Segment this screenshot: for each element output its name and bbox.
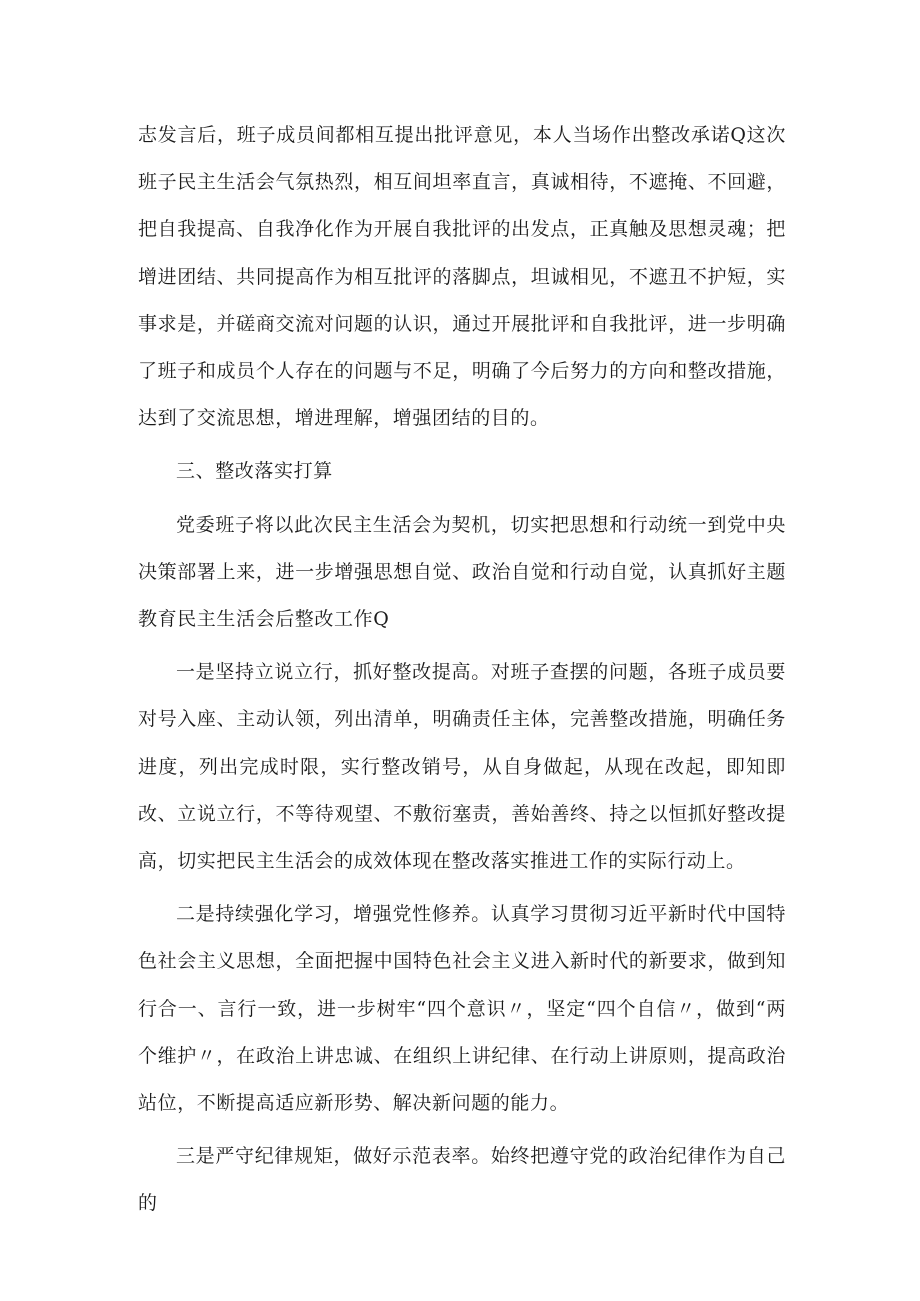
paragraph-item-two: 二是持续强化学习，增强党性修养。认真学习贯彻习近平新时代中国特色社会主义思想，全面把握中国特色社会主义进入新时代的新要求，做到知行合一、言行一致，进一步树牢“四个意识〃，坚定“四个自信〃，做到“两个维护〃，在政治上讲忠诚、在组织上讲纪律、在行动上讲原则，提高政治站位，不断提高适应新形势、解决新问题的能力。 [138, 903, 786, 1115]
paragraph-continuation: 志发言后，班子成员间都相互提出批评意见，本人当场作出整改承诺Q这次班子民主生活会气氛热烈，相互间坦率直言，真诚相待，不遮掩、不回避，把自我提高、自我净化作为开展自我批评的出发点，正真触及思想灵魂；把增进团结、共同提高作为相互批评的落脚点，坦诚相见，不遮丑不护短，实事求是，并磋商交流对问题的认识，通过开展批评和自我批评，进一步明确了班子和成员个人存在的问题与不足，明确了今后努力的方向和整改措施，达到了交流思想，增进理解，增强团结的目的。 [138, 124, 786, 430]
paragraph-opening: 党委班子将以此次民主生活会为契机，切实把思想和行动统一到党中央决策部署上来，进一步增强思想自觉、政治自觉和行动自觉，认真抓好主题教育民主生活会后整改工作Q [138, 513, 786, 631]
section-heading: 三、整改落实打算 [176, 460, 333, 483]
paragraph-item-one: 一是坚持立说立行，抓好整改提高。对班子查摆的问题，各班子成员要对号入座、主动认领，列出清单，明确责任主体，完善整改措施，明确任务进度，列出完成时限，实行整改销号，从自身做起，从现在改起，即知即改、立说立行，不等待观望、不敷衍塞责，善始善终、持之以恒抓好整改提高，切实把民主生活会的成效体现在整改落实推进工作的实际行动上。 [138, 661, 786, 873]
document-page [138, 112, 786, 1228]
paragraph-item-three: 三是严守纪律规矩，做好示范表率。始终把遵守党的政治纪律作为自己的 [138, 1145, 786, 1215]
